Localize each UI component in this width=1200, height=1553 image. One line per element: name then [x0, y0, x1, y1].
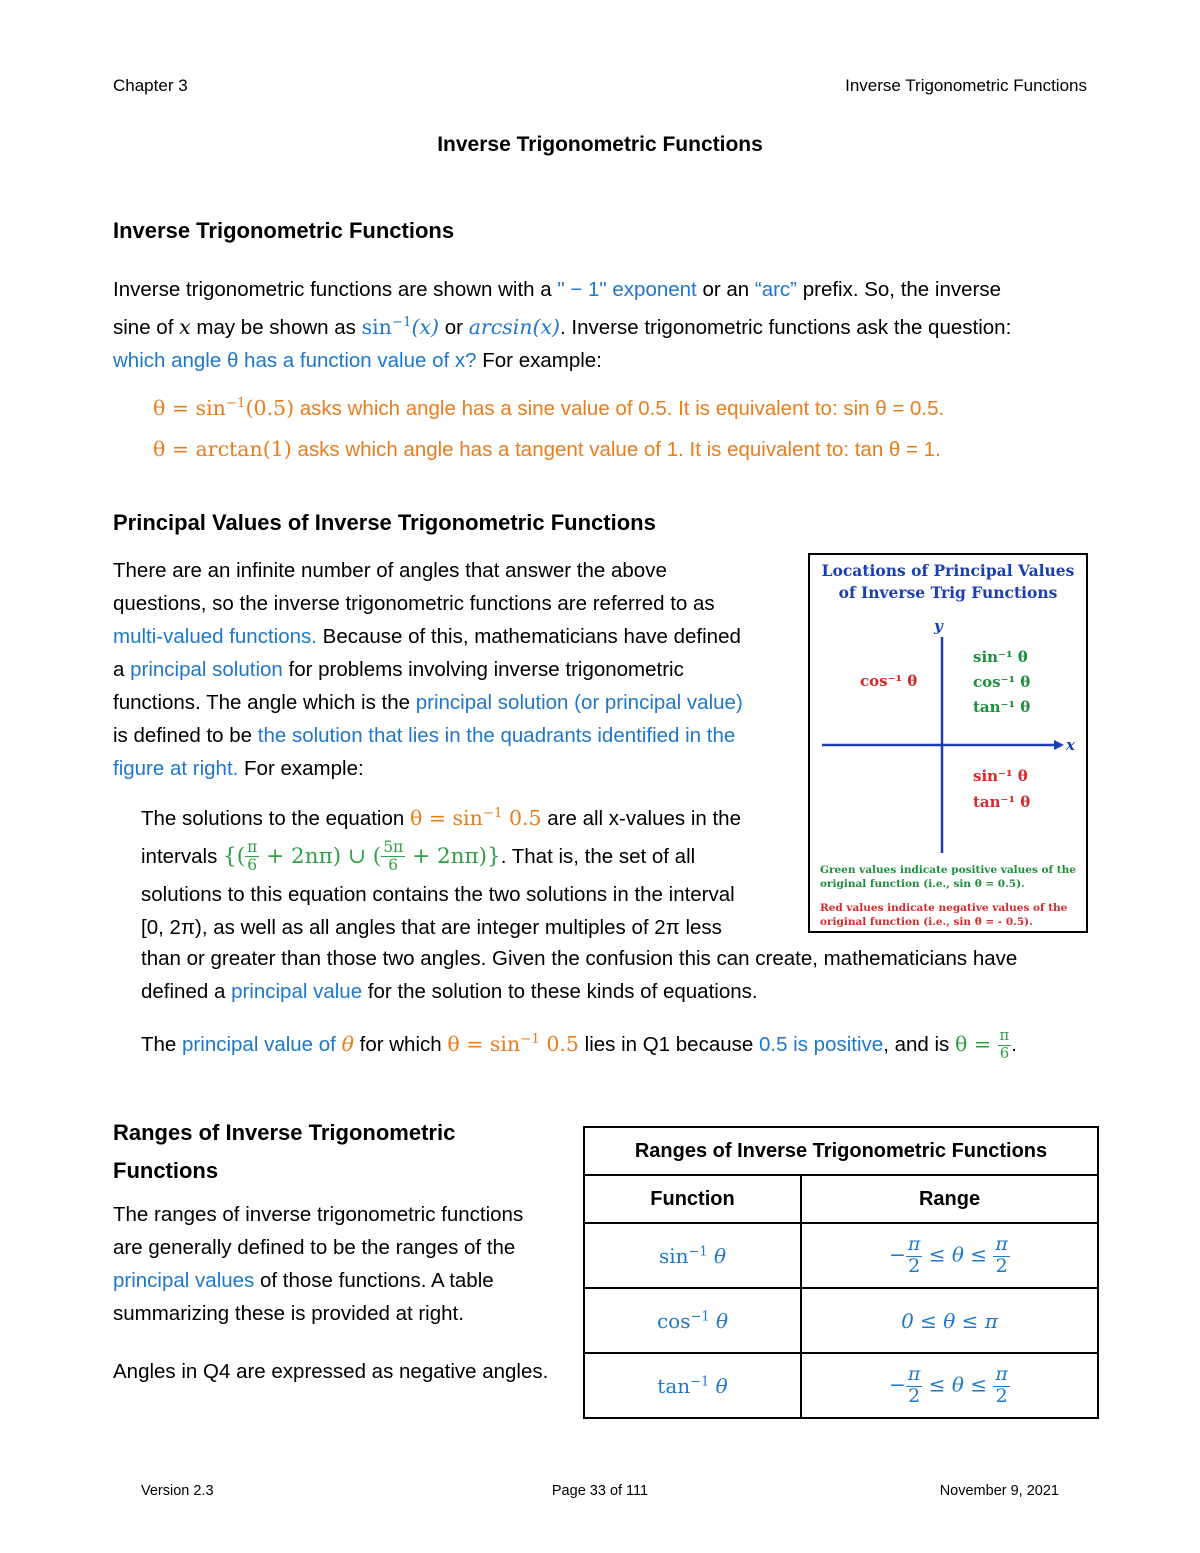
section2-paragraph	[113, 554, 803, 785]
x-axis-arrow-icon	[1054, 740, 1064, 750]
table-cell-range: − $\frac{\pi}{2}$ ≤ θ ≤ $\frac{\pi}{2}$	[801, 1353, 1098, 1418]
table-title-row	[584, 1127, 1098, 1175]
quadrant-1-labels	[973, 645, 1030, 720]
solutions-line-3: solutions to this equation contains the two solutions in the interval	[141, 882, 735, 906]
section1-line-3: which angle θ has a function value of x? For example:	[113, 348, 602, 372]
section1-line-1: Inverse trigonometric functions are shown with a " − 1" exponent or an “arc” prefix. So, the inverse	[113, 278, 1001, 301]
table-header-row	[584, 1175, 1098, 1223]
section3-line-2: are generally defined to be the ranges of the	[113, 1236, 516, 1259]
q1-cos-label: cos⁻¹ θ	[973, 673, 1031, 691]
table-row	[584, 1223, 1098, 1288]
figure-note-green-1: Green values indicate positive values of the	[820, 864, 1076, 876]
header-title: Inverse Trigonometric Functions	[845, 76, 1087, 95]
x-axis-label: x	[1066, 736, 1075, 754]
section2-line-5: functions. The angle which is the principal solution (or principal value)	[113, 691, 743, 714]
table-row	[584, 1288, 1098, 1353]
section3-line-1: The ranges of inverse trigonometric functions	[113, 1203, 524, 1226]
solutions-line-6: defined a principal value for the solution to these kinds of equations.	[141, 980, 758, 1003]
table-cell-function: $\tan^{-1} \theta$	[584, 1353, 801, 1418]
section3-q4-note: Angles in Q4 are expressed as negative angles.	[113, 1360, 549, 1383]
section-heading-inverse-trig: Inverse Trigonometric Functions	[113, 218, 455, 243]
section2-indented-top	[141, 797, 806, 944]
section2-line-7: figure at right. For example:	[113, 757, 364, 780]
q4-tan-label: tan⁻¹ θ	[973, 793, 1031, 811]
figure-note-red-2: original function (i.e., sin θ = - 0.5).	[820, 916, 1033, 928]
footer-page-number: Page 33 of 111	[551, 1483, 649, 1499]
principal-value-statement: The principal value of θ for which $\theta = \sin^{-1} 0.5$ lies in Q1 because 0.5 is positive, and is θ = $\frac{\pi}{6}$ .	[141, 1027, 1017, 1062]
table-cell-function: $\cos^{-1} \theta$	[584, 1288, 801, 1353]
section2-line-6: is defined to be the solution that lies in the quadrants identified in the	[113, 724, 736, 747]
section2-line-4: a principal solution for problems involving inverse trigonometric	[113, 658, 684, 681]
table-row	[584, 1353, 1098, 1418]
solutions-line-5: than or greater than those two angles. Given the confusion this can create, mathematicians have	[141, 947, 1018, 970]
column-header-range: Range	[801, 1175, 1098, 1223]
section2-indented-bottom	[141, 942, 1101, 1008]
figure-note-green	[820, 863, 1076, 891]
section1-line-2: sine of x may be shown as $\sin^{-1}(x)$ or arcsin(x). Inverse trigonometric functions ask the question:	[113, 314, 1012, 339]
header-chapter: Chapter 3	[113, 76, 188, 95]
principal-values-figure	[808, 553, 1088, 933]
q1-sin-label: sin⁻¹ θ	[973, 648, 1028, 666]
column-header-function: Function	[584, 1175, 801, 1223]
q1-tan-label: tan⁻¹ θ	[973, 698, 1031, 716]
section-heading-principal-values: Principal Values of Inverse Trigonometric Functions	[113, 510, 656, 535]
figure-note-red	[820, 901, 1067, 929]
section3-line-4: summarizing these is provided at right.	[113, 1302, 464, 1325]
example-sin: $\theta = \sin^{-1}(0.5)$ asks which angle has a sine value of 0.5. It is equivalent to: sin θ = 0.5.	[153, 395, 945, 420]
section-heading-ranges	[113, 1114, 455, 1190]
quadrant-4-labels	[973, 763, 1030, 815]
table-title: Ranges of Inverse Trigonometric Functions	[584, 1127, 1098, 1175]
section2-line-2: questions, so the inverse trigonometric functions are referred to as	[113, 592, 715, 615]
section1-paragraph	[113, 273, 1103, 377]
section1-examples	[153, 384, 1113, 470]
section3-paragraph	[113, 1198, 573, 1330]
q2-cos-label: cos⁻¹ θ	[860, 672, 918, 690]
example-arctan: θ = arctan(1) asks which angle has a tangent value of 1. It is equivalent to: tan θ = 1.	[153, 436, 941, 461]
section2-line-3: multi-valued functions. Because of this, mathematicians have defined	[113, 625, 741, 648]
solutions-line-4: [0, 2π), as well as all angles that are integer multiples of 2π less	[141, 915, 722, 939]
section2-line-1: There are an infinite number of angles that answer the above	[113, 559, 667, 582]
section-heading-ranges-line-2: Functions	[113, 1158, 219, 1183]
page-title: Inverse Trigonometric Functions	[437, 133, 763, 156]
figure-title-line-2: of Inverse Trig Functions	[838, 583, 1058, 602]
table-cell-range: 0 ≤ θ ≤ π	[801, 1288, 1098, 1353]
figure-note-green-2: original function (i.e., sin θ = 0.5).	[820, 878, 1025, 890]
figure-note-red-1: Red values indicate negative values of the	[820, 902, 1068, 914]
solutions-line-1: The solutions to the equation $\theta = \sin^{-1} 0.5$ are all x-values in the	[141, 805, 741, 830]
table-cell-function: $\sin^{-1} \theta$	[584, 1223, 801, 1288]
solutions-line-2: intervals {( $\frac{\pi}{6}$ + 2nπ) ∪ ( $\frac{5\pi}{6}$ + 2nπ)}. That is, the set of all	[141, 837, 696, 875]
table-cell-range: − $\frac{\pi}{2}$ ≤ θ ≤ $\frac{\pi}{2}$	[801, 1223, 1098, 1288]
footer-version: Version 2.3	[141, 1483, 214, 1499]
ranges-table	[583, 1126, 1099, 1419]
footer-date: November 9, 2021	[939, 1483, 1059, 1499]
y-axis-label: y	[934, 617, 943, 635]
figure-title-line-1: Locations of Principal Values	[821, 561, 1075, 580]
q4-sin-label: sin⁻¹ θ	[973, 767, 1028, 785]
section-heading-ranges-line-1: Ranges of Inverse Trigonometric	[113, 1120, 456, 1145]
section3-line-3: principal values of those functions. A table	[113, 1269, 494, 1292]
